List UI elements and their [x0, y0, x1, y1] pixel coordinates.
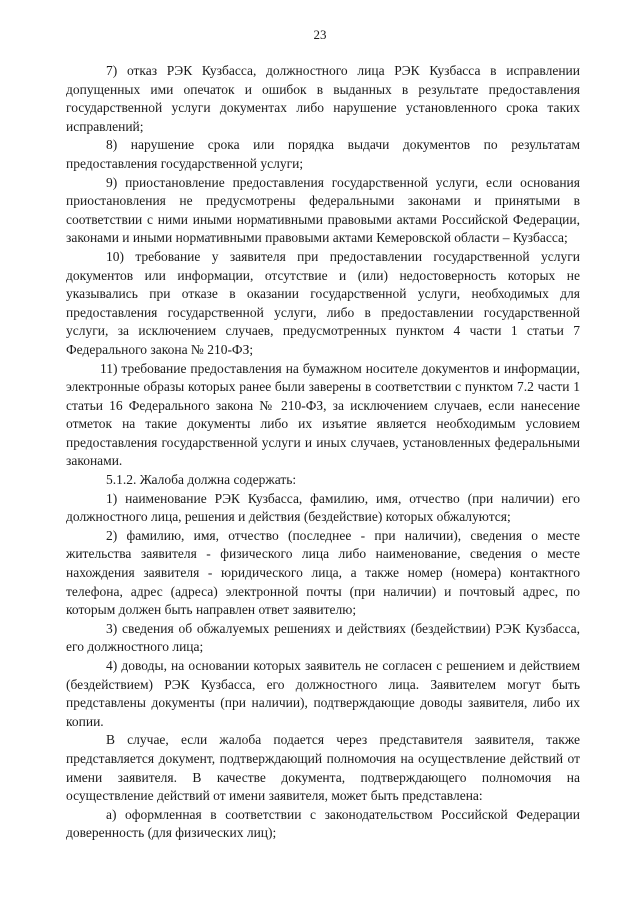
- paragraph-item-7: 7) отказ РЭК Кузбасса, должностного лица РЭК Кузбасса в исправлении допущенных ими опечаток и ошибок в выданных в результате предоставления государственной услуги документах либо нарушение установленного срока таких исправлений;: [66, 63, 580, 134]
- paragraph-complaint-1: 1) наименование РЭК Кузбасса, фамилию, имя, отчество (при наличии) его должностного лица, решения и действия (бездействие) которых обжалуются;: [66, 490, 580, 525]
- paragraph-item-11: 11) требование предоставления на бумажном носителе документов и информации, электронные образы которых ранее были заверены в соответствии с пунктом 7.2 части 1 статьи 16 Федерального закона № 210-ФЗ, за исключением случаев, если нанесение отметок на такие документы либо их изъятие является необходимым условием предоставления государственной услуги и иных случаев, установленных федеральными законами.: [66, 360, 580, 469]
- paragraph-item-8: 8) нарушение срока или порядка выдачи документов по результатам предоставления государственной услуги;: [66, 137, 580, 171]
- paragraph-item-9: 9) приостановление предоставления государственной услуги, если основания приостановления не предусмотрены федеральными законами и принятыми в соответствии с ними иными нормативными правовыми актами Российской Федерации, законами и иными нормативными правовыми актами Кемеровской области – Кузбасса;: [66, 174, 580, 246]
- paragraph-item-10: 10) требование у заявителя при предоставлении государственной услуги документов или информации, отсутствие и (или) недостоверность которых не указывались при отказе в оказании государственной услуги, необходимых для предоставления государственной услуги, либо в предоставлении государственной услуги, за исключением случаев, предусмотренных пунктом 4 части 1 статьи 7 Федерального закона № 210-ФЗ;: [66, 248, 580, 357]
- paragraph-complaint-4: 4) доводы, на основании которых заявитель не согласен с решением и действием (бездействием) РЭК Кузбасса, его должностного лица. Заявителем могут быть представлены документы (при наличии), подтверждающие доводы заявителя, либо их копии.: [66, 658, 580, 729]
- paragraph-representative: В случае, если жалоба подается через представителя заявителя, также представляется документ, подтверждающий полномочия на осуществление действий от имени заявителя. В качестве документа, подтверждающего полномочия на осуществление действий от имени заявителя, может быть представлена:: [66, 732, 580, 804]
- paragraph-complaint-3: 3) сведения об обжалуемых решениях и действиях (бездействии) РЭК Кузбасса, его должностного лица;: [66, 620, 580, 655]
- document-body: [66, 62, 580, 843]
- page-number: 23: [313, 27, 327, 42]
- paragraph-power-of-attorney-a: а) оформленная в соответствии с законодательством Российской Федерации доверенность (для физических лиц);: [66, 806, 580, 841]
- paragraph-complaint-2: 2) фамилию, имя, отчество (последнее - при наличии), сведения о месте жительства заявителя - физического лица либо наименование, сведения о месте нахождения заявителя - юридического лица, а также номер (номера) контактного телефона, адрес (адреса) электронной почты (при наличии) и почтовый адрес, по которым должен быть направлен ответ заявителю;: [66, 527, 580, 618]
- paragraph-section-5-1-2: 5.1.2. Жалоба должна содержать:: [106, 472, 297, 488]
